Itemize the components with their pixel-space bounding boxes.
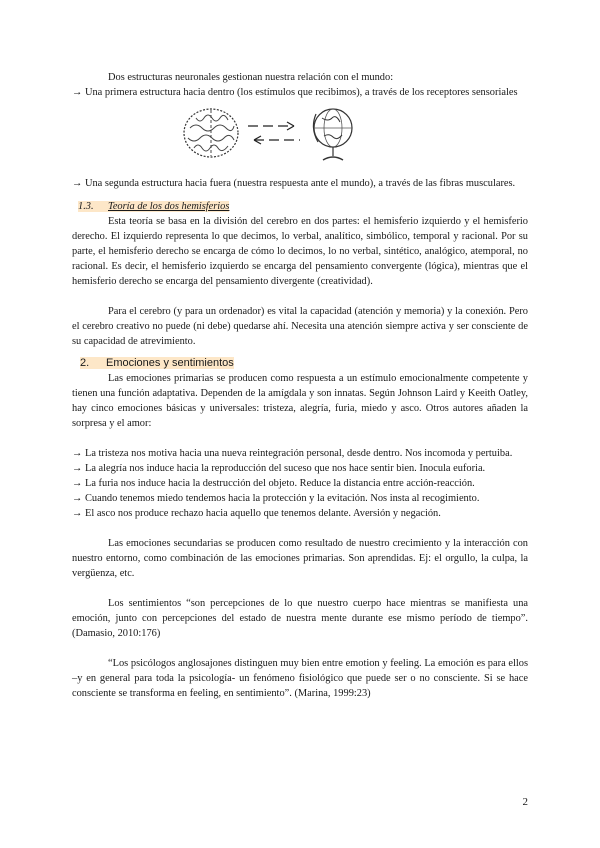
intro-paragraph: Dos estructuras neuronales gestionan nuestra relación con el mundo: [108, 72, 394, 83]
globe-icon [310, 104, 356, 166]
paragraph-sentimientos: Los sentimientos “son percepciones de lo que nuestro cuerpo hace mientras se manifiesta una emoción, junto con percepciones del estado de nuestra mente durante ese mismo período de tiempo”. (Damasio, 2010:176) [72, 598, 528, 639]
section-number: 2. [80, 357, 90, 369]
section-1-3-heading [72, 199, 528, 214]
paragraph-psicologos: “Los psicólogos anglosajones distinguen muy bien entre emotion y feeling. La emoción es para ellos –y en general para toda la psicología- un fenómeno fisiológico que puede ser o no consciente. Si se hace consciente se transforma en feeling, en sentimiento”. (Marina, 1999:23) [72, 658, 528, 699]
emotion-item: → La alegría nos induce hacia la reproducción del suceso que nos hace sentir bien. Inocula euforia. [72, 463, 486, 474]
emotion-item: → Cuando tenemos miedo tendemos hacia la protección y la evitación. Nos insta al recogimiento. [72, 493, 480, 504]
document-body [72, 70, 528, 701]
brain-world-figure [72, 104, 528, 168]
bullet-outward: → Una segunda estructura hacia fuera (nuestra respuesta ante el mundo), a través de las fibras musculares. [72, 178, 516, 189]
section-title: Teoría de los dos hemisferios [108, 201, 230, 212]
section-number: 1.3. [78, 201, 94, 212]
paragraph-secundarias: Las emociones secundarias se producen como resultado de nuestro crecimiento y la interacción con nuestro entorno, como combinación de las emociones primarias. Son aprendidas. Ej: el orgullo, la culpa, la vergüenza, etc. [72, 538, 528, 579]
bullet-inward: → Una primera estructura hacia dentro (los estímulos que recibimos), a través de los receptores sensoriales [72, 87, 518, 98]
emotion-item: → El asco nos produce rechazo hacia aquello que tenemos delante. Aversión y negación. [72, 508, 441, 519]
section-heading-highlight [78, 201, 229, 212]
emotion-item: → La tristeza nos motiva hacia una nueva reintegración personal, desde dentro. Nos incomoda y pertuiba. [72, 448, 513, 459]
paragraph-cerebro: Para el cerebro (y para un ordenador) es vital la capacidad (atención y memoria) y la conexión. Pero el cerebro creativo no puede (ni debe) quedarse ahí. Necesita una atención siempre activa y ser consciente de su capacidad de atrevimiento. [72, 306, 528, 347]
section-title: Emociones y sentimientos [106, 357, 234, 369]
emotion-item: → La furia nos induce hacia la destrucción del objeto. Reduce la distancia entre acción-reacción. [72, 478, 475, 489]
section-heading-highlight [80, 357, 234, 369]
brain-icon [182, 106, 240, 160]
paragraph-primarias: Las emociones primarias se producen como respuesta a un estímulo emocionalmente competente y tienen una función adaptativa. Dependen de la amígdala y son innatas. Según Johnson Laird y Keeith Oatley, hay cinco emociones básicas y universales: tristeza, alegría, furia, miedo y asco. Otros autores añaden la sorpresa y el amor: [72, 373, 528, 429]
paragraph-teoria: Esta teoría se basa en la división del cerebro en dos partes: el hemisferio izquierdo y el hemisferio derecho. El izquierdo representa lo que decimos, lo verbal, analítico, simbólico, temporal y racional. Por su parte, el hemisferio derecho se encarga de cómo lo decimos, lo no verbal, sintético, analógico, atemporal, no racional. Es decir, el hemisferio izquierdo se encarga del pensamiento convergente (lógica), mientras que el hemisferio derecho se encarga del pensamiento divergente (creatividad). [72, 216, 528, 287]
bidirectional-arrows-icon [244, 118, 304, 148]
page-number: 2 [522, 796, 528, 808]
section-2-heading [72, 355, 528, 371]
